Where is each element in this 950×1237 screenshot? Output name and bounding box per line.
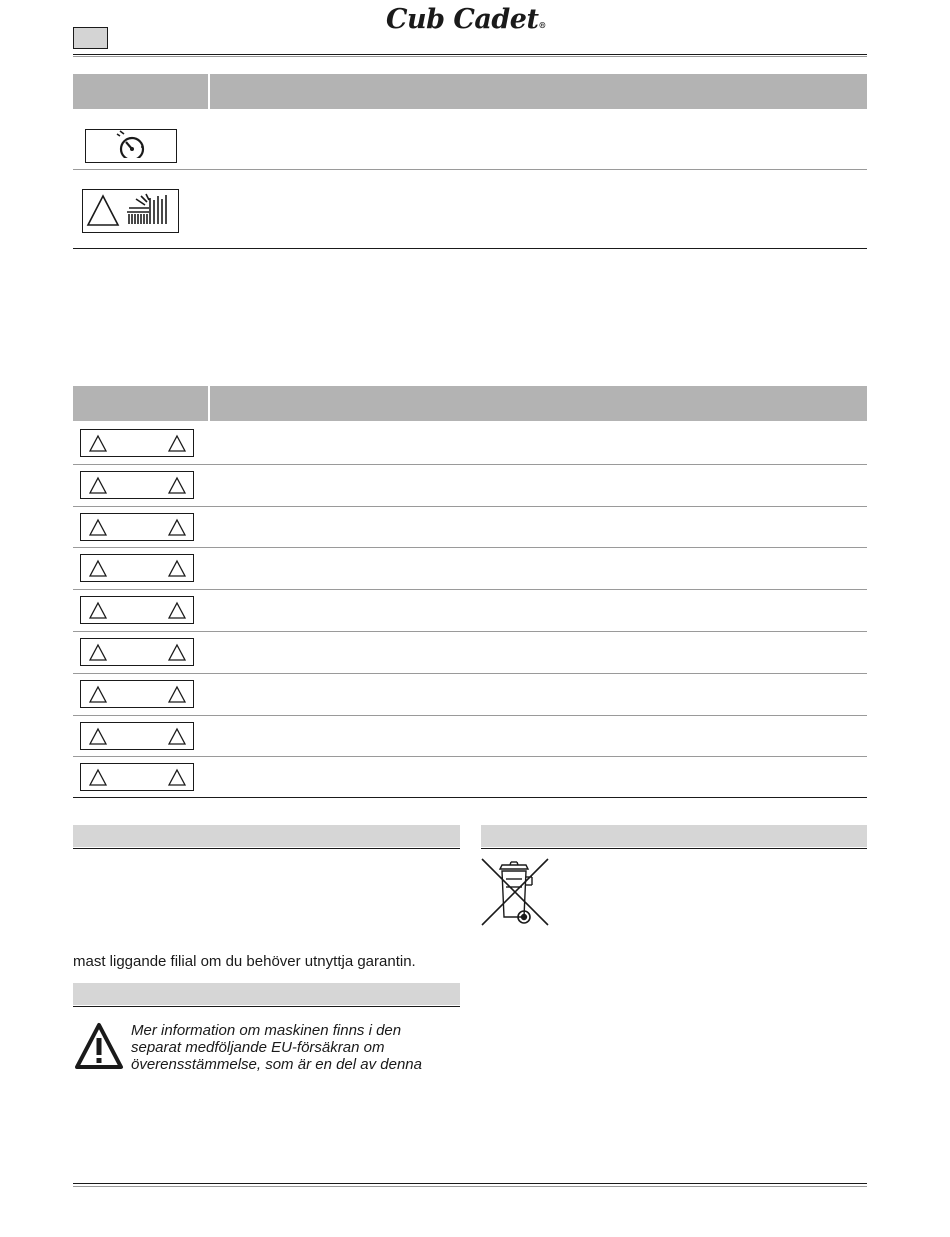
warning-triangle-icon — [168, 768, 186, 787]
table-2-row-7-symbol — [80, 680, 194, 708]
left-section-2-header — [73, 983, 460, 1005]
warning-triangle-icon — [168, 601, 186, 620]
table-2-row-divider — [73, 464, 867, 465]
table-1-row-1-symbol — [85, 129, 177, 163]
page-number-tab — [73, 27, 108, 49]
table-2-row-6-symbol — [80, 638, 194, 666]
warning-triangle-icon — [89, 476, 107, 495]
table-2-row-1-symbol — [80, 429, 194, 457]
warning-triangle-icon — [168, 727, 186, 746]
table-1-row-divider — [73, 169, 867, 170]
left-section-2-rule — [73, 1006, 460, 1007]
right-section-rule — [481, 848, 867, 849]
warning-triangle-icon — [89, 727, 107, 746]
table-2-row-divider — [73, 589, 867, 590]
table-2-row-2-symbol — [80, 471, 194, 499]
table-2-row-divider — [73, 715, 867, 716]
header-rule-thin — [73, 56, 867, 57]
note-line-1: Mer information om maskinen finns i den — [131, 1022, 402, 1039]
footer-rule-thin — [73, 1186, 867, 1187]
cub-cadet-logo — [386, 4, 558, 34]
warning-cutting-blade-icon — [83, 190, 180, 234]
warning-triangle-icon — [89, 518, 107, 537]
table-2-bottom-rule — [73, 797, 867, 798]
header-rule — [73, 54, 867, 55]
table-2-row-divider — [73, 631, 867, 632]
table-1-bottom-rule — [73, 248, 867, 249]
warning-triangle-icon — [89, 643, 107, 662]
table-2-row-divider — [73, 547, 867, 548]
table-1-header-divider — [208, 74, 210, 109]
logo-text: Cub Cadet — [386, 4, 539, 35]
table-2-row-divider — [73, 756, 867, 757]
warranty-text-fragment: mast liggande filial om du behöver utnyttja garantin. — [73, 953, 416, 970]
left-section-1-header — [73, 825, 460, 847]
warning-triangle-icon — [168, 434, 186, 453]
table-2-header — [73, 386, 867, 421]
table-2-row-8-symbol — [80, 722, 194, 750]
warning-triangle-icon — [89, 768, 107, 787]
crossed-out-wheelie-bin-icon — [480, 857, 550, 927]
warning-triangle-icon — [89, 559, 107, 578]
table-1-row-2-symbol — [82, 189, 179, 233]
speedometer-icon — [86, 130, 178, 164]
table-2-row-9-symbol — [80, 763, 194, 791]
warning-triangle-icon — [74, 1022, 124, 1070]
table-2-header-divider — [208, 386, 210, 421]
table-2-row-3-symbol — [80, 513, 194, 541]
table-2-row-4-symbol — [80, 554, 194, 582]
warning-triangle-icon — [89, 685, 107, 704]
note-line-2: separat medföljande EU-försäkran om — [131, 1039, 385, 1056]
footer-rule — [73, 1183, 867, 1184]
warning-triangle-icon — [168, 685, 186, 704]
table-2-row-divider — [73, 673, 867, 674]
registered-mark: ® — [538, 20, 546, 30]
warning-triangle-icon — [168, 518, 186, 537]
eu-declaration-note — [131, 1022, 461, 1073]
table-1-header — [73, 74, 867, 109]
warning-triangle-icon — [89, 434, 107, 453]
warning-triangle-icon — [168, 476, 186, 495]
table-2-row-5-symbol — [80, 596, 194, 624]
right-section-header — [481, 825, 867, 847]
warning-triangle-icon — [168, 643, 186, 662]
table-2-row-divider — [73, 506, 867, 507]
warning-triangle-icon — [168, 559, 186, 578]
left-section-1-rule — [73, 848, 460, 849]
warning-triangle-icon — [89, 601, 107, 620]
note-line-3: överensstämmelse, som är en del av denna — [131, 1056, 422, 1073]
